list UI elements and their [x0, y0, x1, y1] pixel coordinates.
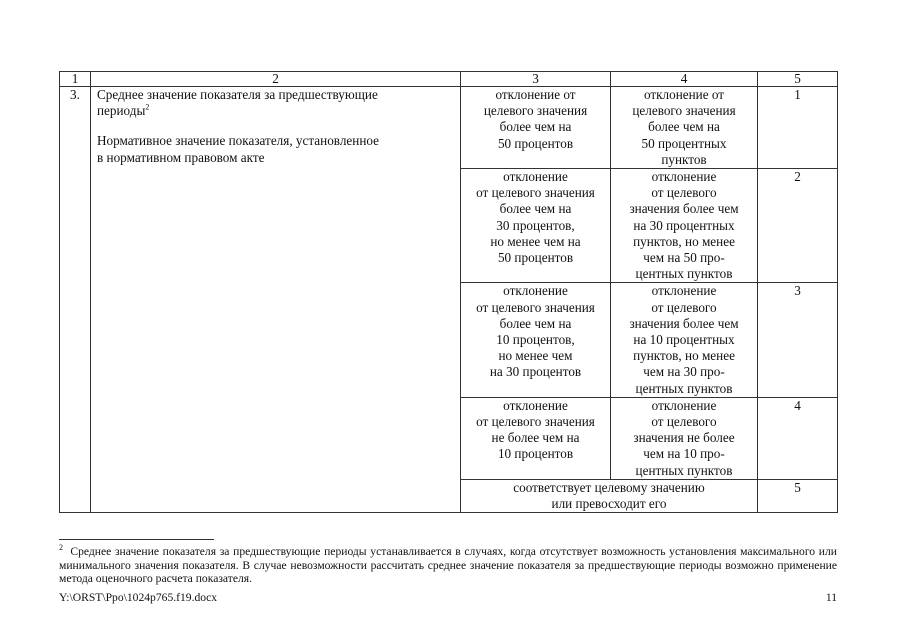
header-cell: 5: [758, 72, 838, 87]
deviation-points-cell: [611, 397, 758, 479]
footer-file-path: Y:\ORST\Ppo\1024p765.f19.docx: [59, 591, 218, 604]
cell-line: центных пунктов: [635, 462, 733, 478]
cell-line: 50 процентных: [641, 135, 727, 151]
cell-line: центных пунктов: [635, 380, 733, 396]
score-cell: 5: [758, 479, 838, 512]
cell-line: целевого значения: [632, 103, 736, 119]
cell-line: но менее чем на: [490, 233, 581, 249]
criteria-table: [59, 71, 838, 513]
cell-line: чем на 30 про-: [643, 364, 725, 380]
row-number: 3.: [60, 87, 91, 513]
cell-line: от целевого значения: [476, 299, 595, 315]
cell-line: значения более чем: [629, 201, 739, 217]
cell-line: от целевого значения: [476, 185, 595, 201]
cell-line: на 10 процентных: [633, 332, 735, 348]
footnote: [59, 545, 837, 586]
cell-line: более чем на: [648, 119, 720, 135]
description-line: периоды: [97, 103, 146, 119]
cell-line: более чем на: [499, 119, 572, 135]
cell-line: центных пунктов: [635, 266, 733, 282]
cell-line: от целевого значения: [476, 414, 595, 430]
table-row: [60, 87, 838, 169]
cell-line: отклонение: [503, 397, 568, 413]
cell-line: пунктов, но менее: [633, 348, 735, 364]
footnote-number: 2: [59, 543, 63, 553]
cell-line: 10 процентов: [497, 446, 574, 462]
cell-line: чем на 10 про-: [643, 446, 725, 462]
cell-line: на 30 процентов: [489, 364, 582, 380]
cell-line: более чем на: [499, 315, 572, 331]
page-number: 11: [825, 591, 837, 604]
score-cell: 2: [758, 169, 838, 283]
cell-line: целевого значения: [483, 103, 588, 119]
deviation-percent-cell: [461, 397, 611, 479]
header-cell: 3: [461, 72, 611, 87]
cell-line: чем на 50 про-: [643, 250, 725, 266]
cell-line: но менее чем: [498, 348, 573, 364]
deviation-points-cell: [611, 87, 758, 169]
footnote-separator: [59, 539, 214, 540]
cell-line: отклонение: [651, 397, 717, 413]
cell-line: отклонение: [503, 169, 568, 185]
cell-line: значения не более: [633, 430, 735, 446]
normative-line: Нормативное значение показателя, установленное: [97, 133, 380, 149]
indicator-description: [91, 87, 461, 513]
cell-line: не более чем на: [491, 430, 580, 446]
cell-line: или превосходит его: [551, 496, 667, 512]
description-line: Среднее значение показателя за предшествующие: [97, 87, 378, 102]
deviation-points-cell: [611, 169, 758, 283]
cell-line: 10 процентов,: [496, 332, 575, 348]
score-cell: 1: [758, 87, 838, 169]
cell-line: более чем на: [499, 201, 572, 217]
header-cell: 4: [611, 72, 758, 87]
header-cell: 1: [60, 72, 91, 87]
deviation-percent-cell: [461, 87, 611, 169]
footnote-reference: 2: [145, 102, 150, 112]
cell-line: пунктов: [661, 151, 707, 167]
cell-line: отклонение от: [495, 87, 576, 102]
footnote-text: Среднее значение показателя за предшествующие периоды устанавливается в случаях, когда отсутствует возможность установления максимального или минимального значения показателя. В случае невозможности рассчитать среднее значение показателя за предшествующие периоды возможно применение метода оценочного расчета показателя.: [59, 545, 837, 586]
header-cell: 2: [91, 72, 461, 87]
cell-line: 50 процентов: [497, 135, 574, 151]
meets-target-cell: [461, 479, 758, 512]
cell-line: от целевого: [651, 299, 717, 315]
cell-line: на 30 процентных: [633, 217, 735, 233]
cell-line: 30 процентов,: [496, 217, 575, 233]
cell-line: 50 процентов: [497, 250, 574, 266]
cell-line: отклонение от: [643, 87, 725, 102]
deviation-points-cell: [611, 283, 758, 397]
cell-line: отклонение: [651, 169, 717, 185]
cell-line: отклонение: [503, 283, 568, 299]
cell-line: отклонение: [651, 283, 717, 299]
cell-line: соответствует целевому значению: [513, 479, 705, 495]
cell-line: от целевого: [651, 185, 717, 201]
table-header-row: [60, 72, 838, 87]
score-cell: 3: [758, 283, 838, 397]
cell-line: значения более чем: [629, 315, 739, 331]
normative-line: в нормативном правовом акте: [97, 149, 265, 165]
deviation-percent-cell: [461, 283, 611, 397]
deviation-percent-cell: [461, 169, 611, 283]
score-cell: 4: [758, 397, 838, 479]
cell-line: пунктов, но менее: [633, 233, 735, 249]
cell-line: от целевого: [651, 414, 717, 430]
